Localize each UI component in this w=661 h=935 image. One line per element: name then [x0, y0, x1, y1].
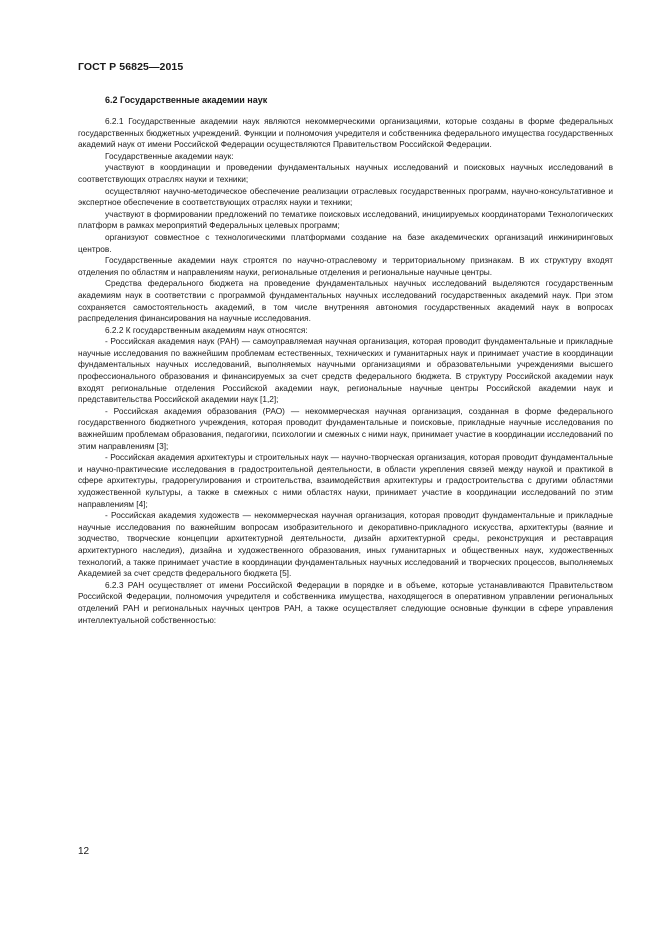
paragraph: - Российская академия архитектуры и строительных наук — научно-творческая организация, которая проводит фундаментальные и научно-практические исследования в градостроительной деятельности, в области укрепления связей между наукой и практикой в сфере архитектуры, градорегулирования и строительства, взаимодействия архитектуры и градостроительства с другими областями художественной культуры, а также в смежных с ними областях науки, принимает участие в координации исследований по этим направлениям [4];	[78, 452, 613, 509]
paragraph: 6.2.2 К государственным академиям наук относятся:	[105, 324, 308, 335]
paragraph: участвуют в координации и проведении фундаментальных научных исследований и поисковых научных исследований в соответствующих отраслях науки и техники;	[78, 162, 613, 184]
paragraph: участвуют в формировании предложений по тематике поисковых исследований, инициируемых координаторами Технологических платформ в рамках мероприятий Федеральных целевых программ;	[78, 208, 613, 231]
paragraph: - Российская академия художеств — некоммерческая научная организация, которая проводит фундаментальные и прикладные научные исследования по важнейшим вопросам изобразительного и декоративно-прикладного искусства, архитектуры (ваяние и зодчество, творческие концепции архитектурной деятельности, дизайн архитектурной среды, реконструкция и реставрация архитектурного наследия), дизайна и художественного образования, иных гуманитарных и общественных наук, художественных технологий, а также принимает участие в координации фундаментальных научных исследований и творческих процессов, выполняемых Академией за счет средств федерального бюджета [5].	[78, 510, 613, 579]
paragraph: осуществляют научно-методическое обеспечение реализации отраслевых государственных программ, научно-консультативное и экспертное обеспечение в соответствующих отраслях науки и техники;	[78, 185, 613, 208]
section-title: 6.2 Государственные академии наук	[105, 95, 268, 105]
document-body	[78, 86, 613, 626]
paragraph: Средства федерального бюджета на проведение фундаментальных научных исследований выделяются государственным академиям наук в соответствии с программой фундаментальных научных исследований государственных академий наук. При этом сохраняется самостоятельность академий, в том числе внутренняя автономия государственных академий наук в вопросах распределения финансирования на научные исследования.	[78, 278, 613, 324]
paragraph: Государственные академии наук строятся по научно-отраслевому и территориальному признакам. В их структуру входят отделения по областям и направлениям науки, региональные отделения и региональные научные центры.	[78, 255, 613, 277]
paragraph: организуют совместное с технологическими платформами создание на базе академических организаций инжиниринговых центров.	[78, 231, 613, 254]
paragraph: - Российская академия образования (РАО) — некоммерческая научная организация, созданная в форме федерального государственного бюджетного учреждения, которая проводит фундаментальные и поисковые, прикладные научные исследования по важнейшим проблемам образования, педагогики, психологии и смежных с ними наук, принимает участие в координации исследований по этим направлениям [3];	[78, 405, 613, 451]
paragraph: Государственные академии наук:	[105, 150, 234, 161]
paragraph: 6.2.3 РАН осуществляет от имени Российской Федерации в порядке и в объеме, которые устанавливаются Правительством Российской Федерации, полномочия учредителя и собственника имущества, находящегося в оперативном управлении региональных отделений РАН и региональных научных центров РАН, а также осуществляет следующие основные функции в сфере управления интеллектуальной собственностью:	[78, 579, 613, 625]
document-code-header: ГОСТ Р 56825—2015	[78, 61, 184, 73]
page-number: 12	[78, 846, 90, 857]
paragraph: 6.2.1 Государственные академии наук являются некоммерческими организациями, которые созданы в форме федеральных государственных бюджетных учреждений. Функции и полномочия учредителя и собственника федерального имущества государственных академий наук от имени Российской Федерации осуществляются Правительством Российской Федерации.	[78, 116, 613, 150]
paragraph: - Российская академия наук (РАН) — самоуправляемая научная организация, которая проводит фундаментальные и прикладные научные исследования по важнейшим проблемам естественных, технических и гуманитарных наук и принимает участие в координации фундаментальных научных исследований, выполняемых научными организациями и образовательными учреждениями высшего профессионального образования и финансируемых за счет средств федерального бюджета. В структуру Российской академии наук входят региональные отделения Российской академии наук, региональные научные центры Российской академии наук и представительства Российской академии наук [1,2];	[78, 336, 613, 405]
